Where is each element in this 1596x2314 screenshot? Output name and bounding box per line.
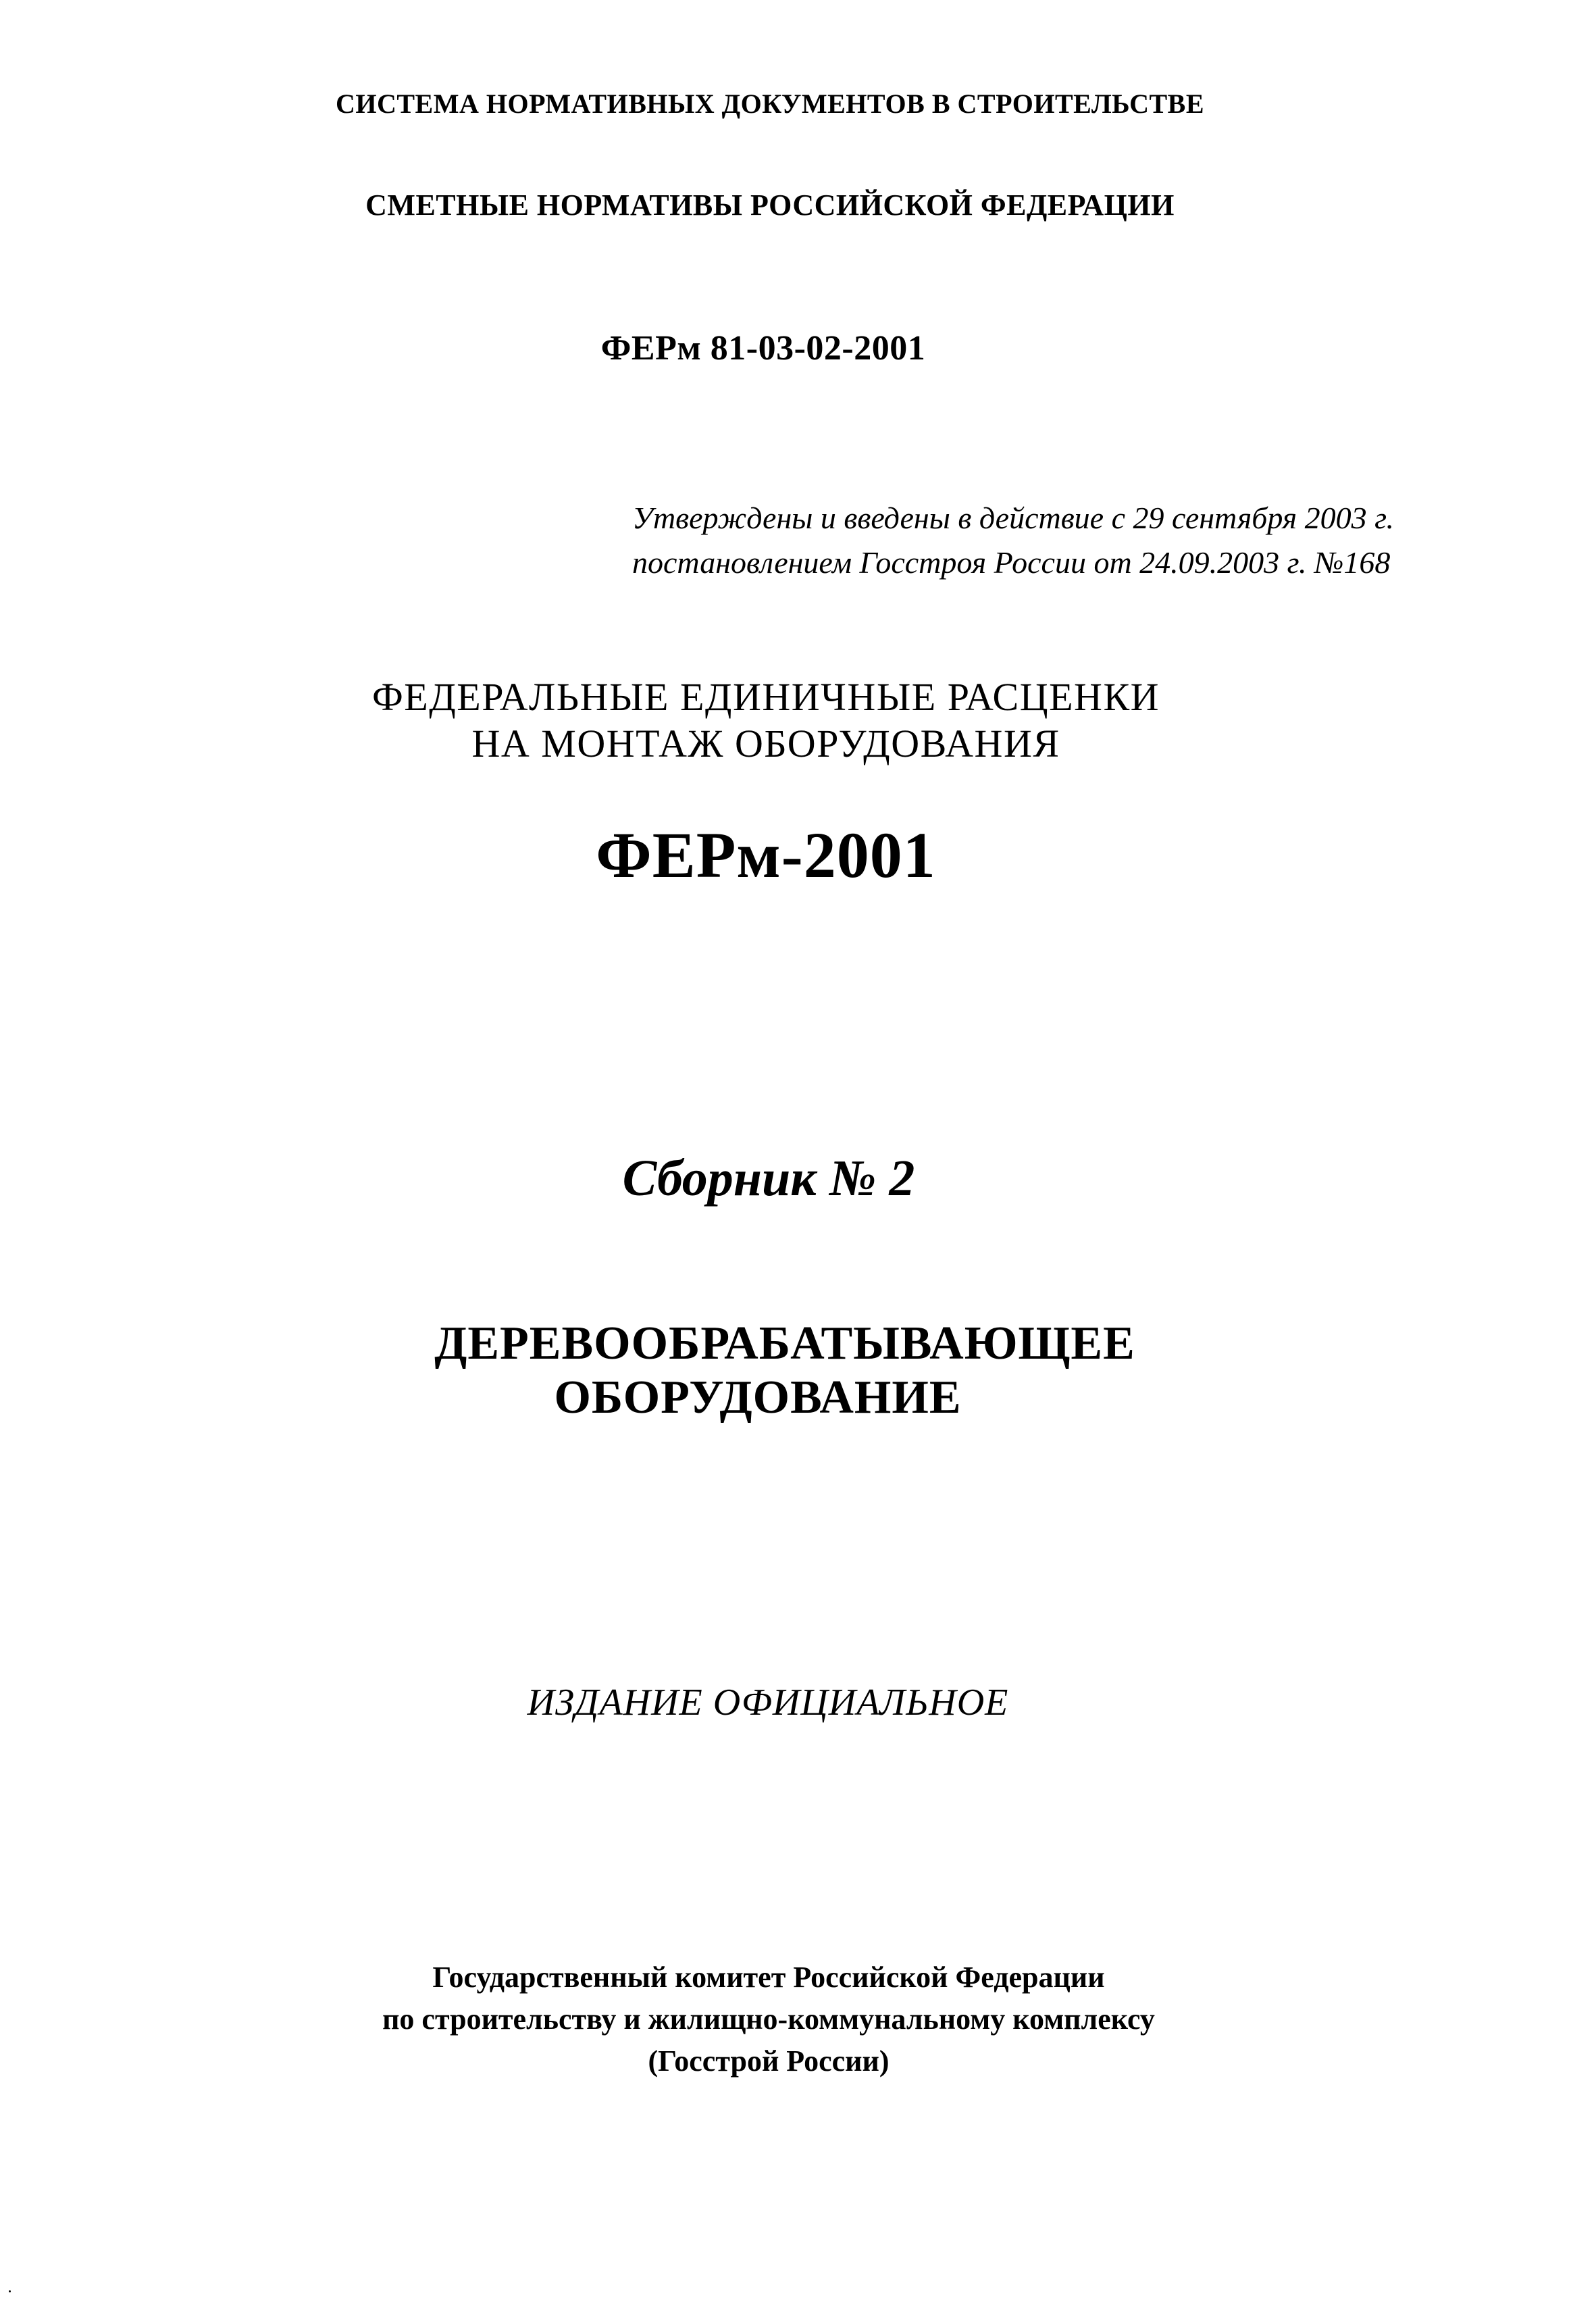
scan-speck xyxy=(9,2290,11,2292)
approval-line-1: Утверждены и введены в действие с 29 сентября 2003 г. xyxy=(632,501,1394,535)
normative-title: СМЕТНЫЕ НОРМАТИВЫ РОССИЙСКОЙ ФЕДЕРАЦИИ xyxy=(365,188,1175,222)
publisher-line-2: по строительству и жилищно-коммунальному комплексу xyxy=(382,2003,1155,2036)
publisher-line-3: (Госстрой России) xyxy=(648,2044,890,2078)
main-code-title: ФЕРм-2001 xyxy=(596,819,936,891)
subject-title-line-1: ДЕРЕВООБРАБАТЫВАЮЩЕЕ xyxy=(434,1317,1135,1369)
federal-prices-title-line-1: ФЕДЕРАЛЬНЫЕ ЕДИНИЧНЫЕ РАСЦЕНКИ xyxy=(371,675,1160,719)
collection-number: Сборник № 2 xyxy=(622,1150,915,1207)
subject-title-line-2: ОБОРУДОВАНИЕ xyxy=(554,1372,962,1424)
system-title: СИСТЕМА НОРМАТИВНЫХ ДОКУМЕНТОВ В СТРОИТЕЛЬСТВЕ xyxy=(335,89,1205,119)
official-edition-label: ИЗДАНИЕ ОФИЦИАЛЬНОЕ xyxy=(527,1682,1009,1724)
publisher-line-1: Государственный комитет Российской Федерации xyxy=(432,1961,1105,1994)
approval-line-2: постановлением Госстроя России от 24.09.2003 г. №168 xyxy=(632,545,1391,580)
document-code: ФЕРм 81-03-02-2001 xyxy=(600,329,926,368)
federal-prices-title-line-2: НА МОНТАЖ ОБОРУДОВАНИЯ xyxy=(471,722,1060,765)
